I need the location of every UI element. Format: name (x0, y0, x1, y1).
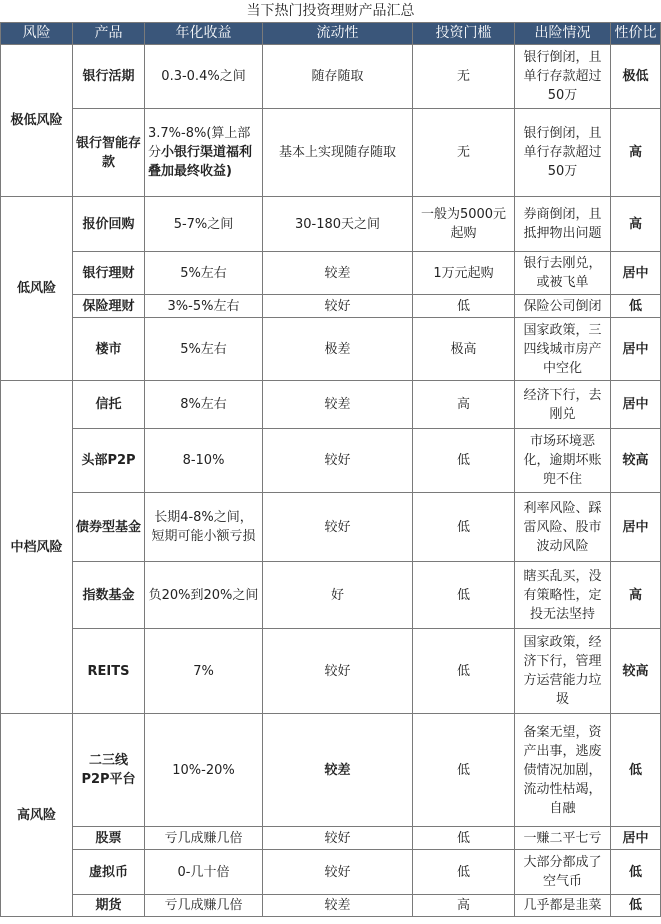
table-row (1, 827, 661, 850)
threshold-cell: 无 (413, 45, 515, 109)
threshold-cell: 高 (413, 381, 515, 429)
table-row (1, 318, 661, 381)
risk-group-label: 高风险 (1, 714, 73, 917)
risk-group-label: 极低风险 (1, 45, 73, 197)
yield-cell: 8-10% (145, 429, 263, 493)
value-cell: 较高 (611, 429, 661, 493)
product-cell: 指数基金 (73, 562, 145, 629)
risk-event-cell: 备案无望，资产出事，逃废债情况加剧，流动性枯竭，自融 (515, 714, 611, 827)
yield-cell: 亏几成赚几倍 (145, 827, 263, 850)
threshold-cell: 低 (413, 562, 515, 629)
risk-group-label: 低风险 (1, 197, 73, 381)
threshold-cell: 低 (413, 827, 515, 850)
risk-event-cell: 国家政策，三四线城市房产中空化 (515, 318, 611, 381)
header-row (1, 23, 661, 45)
threshold-cell: 低 (413, 629, 515, 714)
header-liquidity: 流动性 (263, 23, 413, 45)
product-cell: 信托 (73, 381, 145, 429)
value-cell: 低 (611, 850, 661, 895)
yield-text-bold: 小银行渠道福利叠加最终收益) (148, 145, 253, 179)
liquidity-cell: 较好 (263, 493, 413, 562)
yield-cell: 5%左右 (145, 252, 263, 295)
product-cell: 报价回购 (73, 197, 145, 252)
risk-event-cell: 大部分都成了空气币 (515, 850, 611, 895)
table-row (1, 45, 661, 109)
yield-cell: 10%-20% (145, 714, 263, 827)
risk-event-cell: 银行倒闭，且单行存款超过50万 (515, 109, 611, 197)
yield-text: 3.7%-8%(算上部分 (148, 126, 251, 160)
threshold-cell: 低 (413, 429, 515, 493)
liquidity-cell: 较差 (263, 381, 413, 429)
yield-cell: 0.3-0.4%之间 (145, 45, 263, 109)
table-row (1, 295, 661, 318)
product-cell: 二三线P2P平台 (73, 714, 145, 827)
liquidity-cell: 较好 (263, 827, 413, 850)
risk-event-cell: 市场环境恶化，逾期坏账兜不住 (515, 429, 611, 493)
product-cell: 银行活期 (73, 45, 145, 109)
table-row (1, 252, 661, 295)
value-cell: 居中 (611, 318, 661, 381)
threshold-cell: 低 (413, 493, 515, 562)
table-row (1, 895, 661, 917)
table-row (1, 109, 661, 197)
header-risk: 风险 (1, 23, 73, 45)
risk-event-cell: 银行倒闭，且单行存款超过50万 (515, 45, 611, 109)
threshold-cell: 低 (413, 850, 515, 895)
table-row (1, 629, 661, 714)
yield-cell: 负20%到20%之间 (145, 562, 263, 629)
liquidity-cell: 随存随取 (263, 45, 413, 109)
value-cell: 低 (611, 895, 661, 917)
table-row (1, 493, 661, 562)
value-cell: 居中 (611, 493, 661, 562)
product-cell: 头部P2P (73, 429, 145, 493)
table-row (1, 714, 661, 827)
header-threshold: 投资门槛 (413, 23, 515, 45)
value-cell: 极低 (611, 45, 661, 109)
value-cell: 高 (611, 562, 661, 629)
liquidity-cell: 基本上实现随存随取 (263, 109, 413, 197)
risk-event-cell: 几乎都是韭菜 (515, 895, 611, 917)
table-title: 当下热门投资理财产品汇总 (246, 3, 415, 19)
value-cell: 高 (611, 197, 661, 252)
product-cell: REITS (73, 629, 145, 714)
liquidity-cell: 较差 (263, 252, 413, 295)
yield-cell: 亏几成赚几倍 (145, 895, 263, 917)
header-product: 产品 (73, 23, 145, 45)
risk-event-cell: 国家政策，经济下行，管理方运营能力垃圾 (515, 629, 611, 714)
table-row (1, 562, 661, 629)
table-row (1, 197, 661, 252)
liquidity-cell: 较差 (263, 714, 413, 827)
value-cell: 居中 (611, 252, 661, 295)
liquidity-cell: 较好 (263, 850, 413, 895)
liquidity-cell: 极差 (263, 318, 413, 381)
header-yield: 年化收益 (145, 23, 263, 45)
table-row (1, 850, 661, 895)
product-cell: 期货 (73, 895, 145, 917)
threshold-cell: 1万元起购 (413, 252, 515, 295)
value-cell: 高 (611, 109, 661, 197)
product-cell: 银行理财 (73, 252, 145, 295)
product-cell: 虚拟币 (73, 850, 145, 895)
yield-cell: 0-几十倍 (145, 850, 263, 895)
threshold-cell: 高 (413, 895, 515, 917)
product-cell: 债券型基金 (73, 493, 145, 562)
value-cell: 居中 (611, 381, 661, 429)
yield-cell: 5%左右 (145, 318, 263, 381)
risk-event-cell: 一赚二平七亏 (515, 827, 611, 850)
liquidity-cell: 较好 (263, 429, 413, 493)
risk-event-cell: 经济下行，去刚兑 (515, 381, 611, 429)
product-cell: 保险理财 (73, 295, 145, 318)
yield-cell: 3%-5%左右 (145, 295, 263, 318)
table-row (1, 381, 661, 429)
liquidity-cell: 30-180天之间 (263, 197, 413, 252)
threshold-cell: 极高 (413, 318, 515, 381)
risk-group-label: 中档风险 (1, 381, 73, 714)
liquidity-cell: 较好 (263, 295, 413, 318)
value-cell: 居中 (611, 827, 661, 850)
table-row (1, 429, 661, 493)
header-risk-event: 出险情况 (515, 23, 611, 45)
product-cell: 楼市 (73, 318, 145, 381)
liquidity-cell: 较好 (263, 629, 413, 714)
value-cell: 低 (611, 714, 661, 827)
yield-cell: 长期4-8%之间，短期可能小额亏损 (145, 493, 263, 562)
threshold-cell: 低 (413, 295, 515, 318)
liquidity-cell: 好 (263, 562, 413, 629)
yield-cell: 8%左右 (145, 381, 263, 429)
risk-event-cell: 瞎买乱买，没有策略性，定投无法坚持 (515, 562, 611, 629)
yield-cell (145, 109, 263, 197)
value-cell: 低 (611, 295, 661, 318)
liquidity-cell: 较差 (263, 895, 413, 917)
risk-event-cell: 利率风险、踩雷风险、股市波动风险 (515, 493, 611, 562)
yield-cell: 7% (145, 629, 263, 714)
header-value: 性价比 (611, 23, 661, 45)
threshold-cell: 低 (413, 714, 515, 827)
value-cell: 较高 (611, 629, 661, 714)
risk-event-cell: 银行去刚兑，或被飞单 (515, 252, 611, 295)
threshold-cell: 无 (413, 109, 515, 197)
risk-event-cell: 券商倒闭，且抵押物出问题 (515, 197, 611, 252)
yield-cell: 5-7%之间 (145, 197, 263, 252)
product-cell: 股票 (73, 827, 145, 850)
product-cell: 银行智能存款 (73, 109, 145, 197)
risk-event-cell: 保险公司倒闭 (515, 295, 611, 318)
threshold-cell: 一般为5000元起购 (413, 197, 515, 252)
